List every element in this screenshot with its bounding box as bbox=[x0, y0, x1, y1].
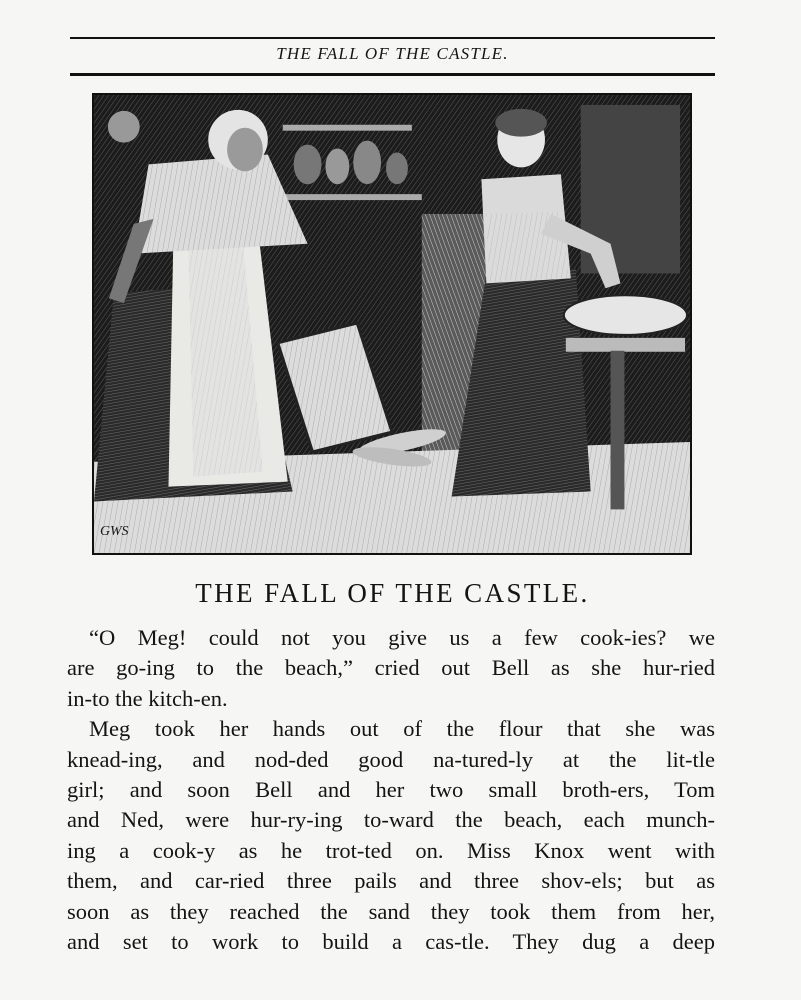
text-line: are go-ing to the beach,” cried out Bell as she hur-ried bbox=[67, 655, 715, 681]
engraving-artwork bbox=[94, 95, 690, 553]
text-line: Meg took her hands out of the flour that she was bbox=[89, 716, 715, 742]
kitchen-engraving-illustration bbox=[92, 93, 692, 555]
text-line: soon as they reached the sand they took them from her, bbox=[67, 898, 715, 924]
text-line: girl; and soon Bell and her two small broth-ers, Tom bbox=[67, 776, 715, 802]
story-text bbox=[67, 623, 715, 957]
text-line: ing a cook-y as he trot-ted on. Miss Knox went with bbox=[67, 837, 715, 863]
header-rule-top bbox=[70, 37, 715, 39]
running-head: THE FALL OF THE CASTLE. bbox=[276, 44, 509, 63]
engraver-signature: GWS bbox=[99, 524, 129, 540]
text-line: “O Meg! could not you give us a few cook-ies? we bbox=[89, 625, 715, 650]
text-line: knead-ing, and nod-ded good na-tured-ly at the lit-tle bbox=[67, 746, 715, 772]
chapter-title: THE FALL OF THE CASTLE. bbox=[195, 578, 590, 608]
header-rule-bottom bbox=[70, 73, 715, 76]
text-line: in-to the kitch-en. bbox=[67, 685, 228, 711]
text-line: them, and car-ried three pails and three shov-els; but as bbox=[67, 868, 715, 894]
text-line: and Ned, were hur-ry-ing to-ward the beach, each munch- bbox=[67, 807, 715, 833]
text-line: and set to work to build a cas-tle. They dug a deep bbox=[67, 928, 715, 954]
